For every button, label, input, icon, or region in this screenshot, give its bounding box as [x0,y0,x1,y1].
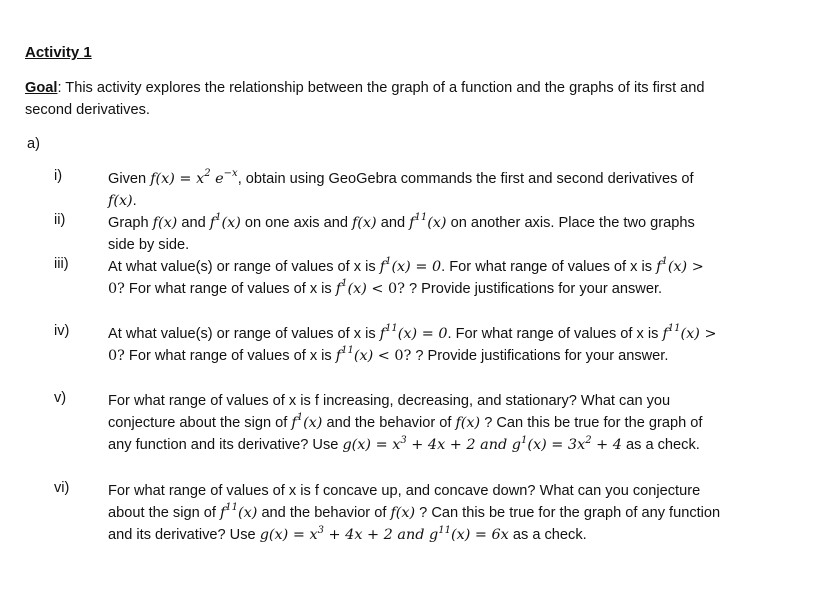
math-expression: $f^1(x)$ [291,412,323,432]
math-expression: $f^{11}(x)$ [219,502,258,522]
math-expression: f(x) [351,215,377,231]
goal-label: Goal [25,80,58,96]
math-expression: $f^1(x) < 0$? [335,278,405,298]
math-expression: $f^1(x) = 0$ [379,256,442,275]
part-label: a) [27,136,40,152]
activity-title: Activity 1 [25,44,92,61]
math-expression: f(x) [455,415,481,432]
math-expression: $f(x) = x^2$ $e^{-x}$ [150,168,238,187]
item-text: For what range of values of x is f increasing, decreasing, and stationary? What can you conjecture about the sign of $f^1(x)$ and the behavior of f(x) ? Can this be true for the graph of any function and its derivative? Use $g(x) = x^3 + 4x + 2$ and $g^1(x) = 3x^2 + 4$ as a check. [108,393,703,454]
item-number: iii) [54,256,69,272]
item-number: v) [54,390,67,406]
math-expression: $f^{11}(x) < 0$? [335,345,412,365]
item-number: vi) [54,480,70,496]
math-expression: $f^1(x) > 0$? [108,256,704,298]
item-number: i) [54,168,63,184]
math-expression: f(x) [108,193,133,210]
item-number: ii) [54,212,66,228]
math-expression: $f^{11}(x) > 0$? [108,323,717,365]
math-expression: $f^{11}(x)$ [409,212,447,231]
item-text: For what range of values of x is f concave up, and concave down? What can you conjecture about the sign of $f^{11}(x)$ and the behavior of f(x) ? Can this be true for the graph of any function and its derivative? Use $g(x) = x^3 + 4x + 2$ and $g^{11}(x) = 6x$ as a check. [108,483,721,544]
item-text: At what value(s) or range of values of x is $f^{11}(x) = 0$. For what range of values of x is $f^{11}(x) > 0$? For what range of values of x is $f^{11}(x) < 0$? ? Provide justifications for your answer. [108,323,717,365]
goal-text: : This activity explores the relationship between the graph of a function and the graphs of its first and second derivatives. [25,80,705,118]
math-expression: $g(x) = x^3 + 4x + 2$ and $g^1(x) = 3x^2 + 4$ [342,434,622,454]
item-number: iv) [54,323,70,339]
goal-paragraph [25,77,725,121]
item-text: At what value(s) or range of values of x is $f^1(x) = 0$. For what range of values of x is $f^1(x) > 0$? For what range of values of x is $f^1(x) < 0$? ? Provide justifications for your answer. [108,256,704,298]
math-expression: f(x) [390,505,416,522]
math-expression: f(x) [152,215,178,231]
math-expression: $f^1(x)$ [209,212,241,231]
item-text: Given $f(x) = x^2$ $e^{-x}$, obtain using GeoGebra commands the first and second derivatives of f(x). [108,168,694,210]
item-text: Graph f(x) and $f^1(x)$ on one axis and f(x) and $f^{11}(x)$ on another axis. Place the two graphs side by side. [108,212,695,254]
math-expression: $g(x) = x^3 + 4x + 2$ and $g^{11}(x) = 6x$ [259,524,509,544]
math-expression: $f^{11}(x) = 0$ [379,323,448,342]
